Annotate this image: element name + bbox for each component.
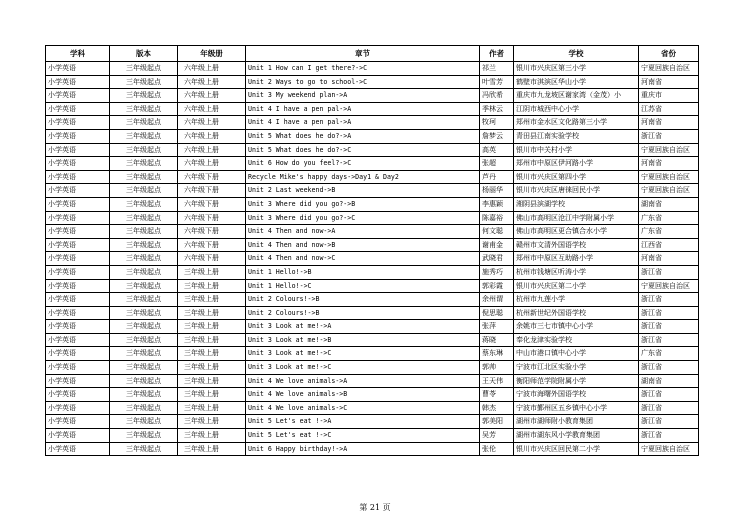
cell-edition: 三年级起点 [110, 361, 178, 375]
cell-edition: 三年级起点 [110, 116, 178, 130]
table-body [46, 62, 699, 456]
cell-school: 湘阴县滨湖学校 [514, 197, 639, 211]
cell-province: 宁夏回族自治区 [639, 442, 699, 456]
cell-edition: 三年级起点 [110, 306, 178, 320]
cell-subject: 小学英语 [46, 361, 110, 375]
cell-edition: 三年级起点 [110, 238, 178, 252]
cell-chapter: Unit 6 Happy birthday!->A [246, 442, 480, 456]
cell-province: 浙江省 [639, 415, 699, 429]
cell-author: 牧珂 [480, 116, 514, 130]
cell-province: 浙江省 [639, 306, 699, 320]
cell-author: 武晓君 [480, 252, 514, 266]
table-row [46, 374, 699, 388]
cell-school: 佛山市高明区更合镇合水小学 [514, 225, 639, 239]
cell-school: 银川市兴庆区唐徕回民小学 [514, 184, 639, 198]
cell-subject: 小学英语 [46, 116, 110, 130]
cell-author: 高英 [480, 143, 514, 157]
cell-subject: 小学英语 [46, 170, 110, 184]
cell-province: 浙江省 [639, 129, 699, 143]
cell-grade: 六年级上册 [178, 116, 246, 130]
table-row [46, 333, 699, 347]
cell-chapter: Unit 6 How do you feel?->C [246, 157, 480, 171]
cell-province: 浙江省 [639, 361, 699, 375]
cell-chapter: Unit 4 I have a pen pal->A [246, 102, 480, 116]
cell-edition: 三年级起点 [110, 279, 178, 293]
cell-province: 宁夏回族自治区 [639, 143, 699, 157]
cell-subject: 小学英语 [46, 89, 110, 103]
cell-chapter: Unit 1 How can I get there?->C [246, 62, 480, 76]
table-row [46, 415, 699, 429]
cell-grade: 三年级上册 [178, 401, 246, 415]
table-row [46, 388, 699, 402]
cell-province: 广东省 [639, 347, 699, 361]
cell-subject: 小学英语 [46, 225, 110, 239]
cell-grade: 六年级下册 [178, 238, 246, 252]
table-row [46, 143, 699, 157]
cell-chapter: Unit 3 My weekend plan->A [246, 89, 480, 103]
cell-school: 郑州市中原区互助路小学 [514, 252, 639, 266]
cell-author: 倪思聪 [480, 306, 514, 320]
cell-chapter: Unit 5 What does he do?->C [246, 143, 480, 157]
cell-edition: 三年级起点 [110, 388, 178, 402]
cell-edition: 三年级起点 [110, 442, 178, 456]
table-header-row [46, 46, 699, 62]
cell-school: 江阴市城西中心小学 [514, 102, 639, 116]
cell-chapter: Unit 3 Look at me!->C [246, 361, 480, 375]
cell-grade: 三年级上册 [178, 306, 246, 320]
cell-province: 浙江省 [639, 265, 699, 279]
cell-school: 银川市兴庆区第三小学 [514, 62, 639, 76]
cell-school: 银川市中关村小学 [514, 143, 639, 157]
cell-subject: 小学英语 [46, 102, 110, 116]
cell-grade: 六年级下册 [178, 197, 246, 211]
cell-author: 杨丽华 [480, 184, 514, 198]
cell-grade: 三年级上册 [178, 320, 246, 334]
cell-province: 河南省 [639, 252, 699, 266]
cell-grade: 六年级下册 [178, 184, 246, 198]
cell-grade: 三年级上册 [178, 361, 246, 375]
cell-edition: 三年级起点 [110, 143, 178, 157]
cell-grade: 三年级上册 [178, 333, 246, 347]
cell-edition: 三年级起点 [110, 102, 178, 116]
cell-province: 广东省 [639, 225, 699, 239]
cell-chapter: Unit 2 Ways to go to school->C [246, 75, 480, 89]
cell-grade: 三年级上册 [178, 429, 246, 443]
table-row [46, 306, 699, 320]
cell-edition: 三年级起点 [110, 211, 178, 225]
cell-author: 谢甫金 [480, 238, 514, 252]
cell-subject: 小学英语 [46, 320, 110, 334]
cell-chapter: Unit 2 Colours!->B [246, 293, 480, 307]
cell-author: 芦丹 [480, 170, 514, 184]
cell-author: 张萍 [480, 320, 514, 334]
cell-province: 湖南省 [639, 197, 699, 211]
results-table [45, 45, 699, 456]
cell-subject: 小学英语 [46, 143, 110, 157]
cell-grade: 六年级上册 [178, 157, 246, 171]
cell-author: 蒋晓 [480, 333, 514, 347]
cell-grade: 六年级上册 [178, 129, 246, 143]
cell-edition: 三年级起点 [110, 333, 178, 347]
cell-school: 重庆市九龙坡区谢家湾（金茂）小 [514, 89, 639, 103]
cell-author: 陈嘉裕 [480, 211, 514, 225]
table-row [46, 293, 699, 307]
cell-edition: 三年级起点 [110, 184, 178, 198]
table-row [46, 211, 699, 225]
cell-subject: 小学英语 [46, 333, 110, 347]
table-row [46, 116, 699, 130]
cell-author: 祁兰 [480, 62, 514, 76]
header-school: 学校 [514, 46, 639, 62]
cell-edition: 三年级起点 [110, 320, 178, 334]
cell-grade: 三年级上册 [178, 442, 246, 456]
cell-school: 银川市兴庆区回民第二小学 [514, 442, 639, 456]
cell-grade: 三年级上册 [178, 374, 246, 388]
cell-subject: 小学英语 [46, 197, 110, 211]
cell-chapter: Unit 4 Then and now->C [246, 252, 480, 266]
cell-school: 郑州市中原区伊河路小学 [514, 157, 639, 171]
cell-subject: 小学英语 [46, 129, 110, 143]
cell-chapter: Recycle Mike's happy days->Day1 & Day2 [246, 170, 480, 184]
cell-chapter: Unit 3 Where did you go?->C [246, 211, 480, 225]
table-row [46, 442, 699, 456]
table-row [46, 265, 699, 279]
cell-chapter: Unit 5 Let's eat !->C [246, 429, 480, 443]
cell-school: 青田县江南实验学校 [514, 129, 639, 143]
cell-subject: 小学英语 [46, 184, 110, 198]
cell-school: 郑州市金水区文化路第三小学 [514, 116, 639, 130]
table-row [46, 401, 699, 415]
cell-edition: 三年级起点 [110, 293, 178, 307]
cell-chapter: Unit 3 Look at me!->C [246, 347, 480, 361]
cell-grade: 六年级上册 [178, 62, 246, 76]
cell-grade: 六年级下册 [178, 252, 246, 266]
cell-grade: 六年级下册 [178, 170, 246, 184]
cell-edition: 三年级起点 [110, 415, 178, 429]
cell-chapter: Unit 4 We love animals->C [246, 401, 480, 415]
cell-chapter: Unit 4 Then and now->B [246, 238, 480, 252]
cell-author: 冯欣希 [480, 89, 514, 103]
cell-author: 张超 [480, 157, 514, 171]
cell-grade: 三年级上册 [178, 293, 246, 307]
table-row [46, 157, 699, 171]
header-edition: 版本 [110, 46, 178, 62]
cell-school: 宁波市海曙外国语学校 [514, 388, 639, 402]
header-author: 作者 [480, 46, 514, 62]
page-number: 第 21 页 [359, 503, 391, 512]
table-row [46, 129, 699, 143]
cell-school: 湖州市湖师附小教育集团 [514, 415, 639, 429]
cell-subject: 小学英语 [46, 265, 110, 279]
cell-school: 余姚市三七市镇中心小学 [514, 320, 639, 334]
cell-edition: 三年级起点 [110, 225, 178, 239]
cell-edition: 三年级起点 [110, 347, 178, 361]
cell-subject: 小学英语 [46, 401, 110, 415]
cell-author: 吴芳 [480, 429, 514, 443]
cell-chapter: Unit 2 Colours!->B [246, 306, 480, 320]
cell-grade: 六年级上册 [178, 89, 246, 103]
cell-province: 河南省 [639, 116, 699, 130]
cell-edition: 三年级起点 [110, 265, 178, 279]
table-row [46, 361, 699, 375]
cell-province: 江西省 [639, 238, 699, 252]
cell-province: 浙江省 [639, 388, 699, 402]
cell-subject: 小学英语 [46, 62, 110, 76]
cell-province: 宁夏回族自治区 [639, 62, 699, 76]
cell-author: 余州谓 [480, 293, 514, 307]
cell-author: 郭美阳 [480, 415, 514, 429]
cell-province: 浙江省 [639, 429, 699, 443]
cell-province: 浙江省 [639, 320, 699, 334]
cell-chapter: Unit 3 Look at me!->B [246, 333, 480, 347]
cell-edition: 三年级起点 [110, 374, 178, 388]
cell-grade: 三年级上册 [178, 388, 246, 402]
cell-province: 宁夏回族自治区 [639, 170, 699, 184]
cell-subject: 小学英语 [46, 415, 110, 429]
cell-author: 叶雪芳 [480, 75, 514, 89]
cell-province: 河南省 [639, 75, 699, 89]
cell-province: 浙江省 [639, 293, 699, 307]
cell-province: 浙江省 [639, 333, 699, 347]
cell-subject: 小学英语 [46, 279, 110, 293]
table-row [46, 238, 699, 252]
table-row [46, 75, 699, 89]
cell-province: 河南省 [639, 157, 699, 171]
cell-subject: 小学英语 [46, 374, 110, 388]
cell-school: 杭州市九莲小学 [514, 293, 639, 307]
cell-province: 浙江省 [639, 401, 699, 415]
cell-edition: 三年级起点 [110, 157, 178, 171]
cell-chapter: Unit 5 Let's eat !->A [246, 415, 480, 429]
cell-grade: 三年级上册 [178, 265, 246, 279]
cell-chapter: Unit 4 Then and now->A [246, 225, 480, 239]
cell-author: 何文聪 [480, 225, 514, 239]
cell-school: 赣州市文清外国语学校 [514, 238, 639, 252]
cell-province: 宁夏回族自治区 [639, 184, 699, 198]
cell-chapter: Unit 2 Last weekend->B [246, 184, 480, 198]
table-row [46, 225, 699, 239]
cell-grade: 三年级上册 [178, 415, 246, 429]
cell-edition: 三年级起点 [110, 89, 178, 103]
cell-subject: 小学英语 [46, 442, 110, 456]
cell-chapter: Unit 3 Look at me!->A [246, 320, 480, 334]
cell-grade: 六年级下册 [178, 211, 246, 225]
cell-edition: 三年级起点 [110, 170, 178, 184]
cell-province: 湖南省 [639, 374, 699, 388]
cell-subject: 小学英语 [46, 238, 110, 252]
cell-subject: 小学英语 [46, 157, 110, 171]
cell-grade: 六年级上册 [178, 143, 246, 157]
cell-school: 佛山市高明区沧江中学附属小学 [514, 211, 639, 225]
cell-school: 中山市港口镇中心小学 [514, 347, 639, 361]
header-grade-volume: 年级册 [178, 46, 246, 62]
cell-province: 广东省 [639, 211, 699, 225]
cell-grade: 六年级上册 [178, 102, 246, 116]
cell-edition: 三年级起点 [110, 62, 178, 76]
cell-grade: 六年级上册 [178, 75, 246, 89]
cell-province: 江苏省 [639, 102, 699, 116]
table-row [46, 62, 699, 76]
cell-province: 宁夏回族自治区 [639, 279, 699, 293]
cell-grade: 三年级上册 [178, 347, 246, 361]
cell-subject: 小学英语 [46, 306, 110, 320]
cell-author: 郭彩霞 [480, 279, 514, 293]
cell-school: 银川市兴庆区第二小学 [514, 279, 639, 293]
cell-edition: 三年级起点 [110, 252, 178, 266]
table-row [46, 429, 699, 443]
cell-subject: 小学英语 [46, 388, 110, 402]
cell-author: 詹梦云 [480, 129, 514, 143]
cell-grade: 六年级下册 [178, 225, 246, 239]
header-subject: 学科 [46, 46, 110, 62]
cell-edition: 三年级起点 [110, 401, 178, 415]
cell-chapter: Unit 4 We love animals->A [246, 374, 480, 388]
cell-school: 宁波市江北区实验小学 [514, 361, 639, 375]
cell-chapter: Unit 1 Hello!->B [246, 265, 480, 279]
table-row [46, 279, 699, 293]
cell-school: 宁波市鄞州区五乡镇中心小学 [514, 401, 639, 415]
table-row [46, 320, 699, 334]
cell-school: 湖州市湖东风小学教育集团 [514, 429, 639, 443]
table-row [46, 184, 699, 198]
cell-province: 重庆市 [639, 89, 699, 103]
cell-school: 杭州新世纪外国语学校 [514, 306, 639, 320]
cell-author: 郭帅 [480, 361, 514, 375]
cell-school: 鹤壁市淇滨区华山小学 [514, 75, 639, 89]
cell-school: 杭州市钱塘区听涛小学 [514, 265, 639, 279]
cell-author: 张伦 [480, 442, 514, 456]
header-chapter: 章节 [246, 46, 480, 62]
cell-subject: 小学英语 [46, 293, 110, 307]
table-row [46, 89, 699, 103]
cell-edition: 三年级起点 [110, 429, 178, 443]
cell-chapter: Unit 4 We love animals->B [246, 388, 480, 402]
cell-school: 银川市兴庆区第四小学 [514, 170, 639, 184]
cell-chapter: Unit 3 Where did you go?->B [246, 197, 480, 211]
cell-subject: 小学英语 [46, 211, 110, 225]
cell-school: 奉化龙津实验学校 [514, 333, 639, 347]
cell-edition: 三年级起点 [110, 129, 178, 143]
cell-author: 王天伟 [480, 374, 514, 388]
cell-author: 李惠颖 [480, 197, 514, 211]
cell-chapter: Unit 1 Hello!->C [246, 279, 480, 293]
table-row [46, 102, 699, 116]
table-row [46, 252, 699, 266]
cell-author: 曹苓 [480, 388, 514, 402]
header-province: 省份 [639, 46, 699, 62]
cell-author: 施秀巧 [480, 265, 514, 279]
cell-edition: 三年级起点 [110, 197, 178, 211]
table-row [46, 170, 699, 184]
table-row [46, 197, 699, 211]
cell-edition: 三年级起点 [110, 75, 178, 89]
table-row [46, 347, 699, 361]
cell-subject: 小学英语 [46, 429, 110, 443]
cell-author: 蔡东琳 [480, 347, 514, 361]
cell-school: 衡阳师范学院附属小学 [514, 374, 639, 388]
cell-subject: 小学英语 [46, 75, 110, 89]
cell-subject: 小学英语 [46, 347, 110, 361]
cell-subject: 小学英语 [46, 252, 110, 266]
cell-grade: 三年级上册 [178, 279, 246, 293]
cell-author: 韩杰 [480, 401, 514, 415]
cell-chapter: Unit 4 I have a pen pal->A [246, 116, 480, 130]
cell-chapter: Unit 5 What does he do?->A [246, 129, 480, 143]
cell-author: 季林云 [480, 102, 514, 116]
